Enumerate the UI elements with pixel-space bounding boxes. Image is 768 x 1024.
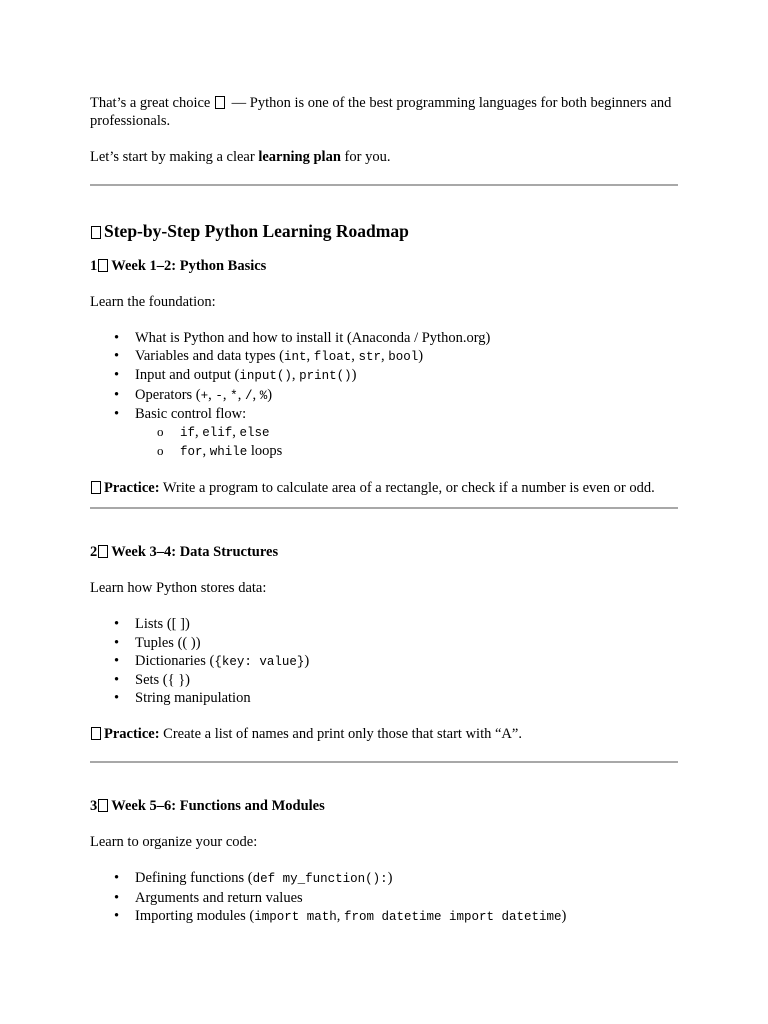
- plan-paragraph: [90, 148, 678, 166]
- week1-list: [90, 329, 678, 461]
- missing-glyph-icon: [91, 481, 101, 494]
- list-item: • Lists ([ ]): [90, 615, 678, 633]
- week2-practice: Practice: Create a list of names and print only those that start with “A”.: [90, 725, 678, 743]
- sub-list-item: o if, elif, else: [135, 423, 678, 442]
- week1-heading: 1 Week 1–2: Python Basics: [90, 258, 267, 274]
- plan-text: Let’s start by making a clear: [90, 149, 255, 165]
- week3-intro: Learn to organize your code:: [90, 834, 258, 851]
- intro-text-cont: — Python is one of the best programming languages for both beginners and professionals.: [90, 95, 672, 129]
- list-item: • Tuples (( )): [90, 634, 678, 652]
- list-item: • What is Python and how to install it (Anaconda / Python.org): [90, 329, 678, 347]
- keycap-glyph-icon: [98, 259, 108, 272]
- list-item: • Arguments and return values: [90, 889, 678, 907]
- list-item: • Variables and data types (int, float, str, bool): [90, 347, 678, 366]
- roadmap-title: Step-by-Step Python Learning Roadmap: [90, 220, 678, 242]
- intro-text: That’s a great choice: [90, 95, 211, 111]
- missing-glyph-icon: [91, 226, 101, 239]
- list-item: • Input and output (input(), print()): [90, 366, 678, 385]
- intro-paragraph: [90, 94, 678, 130]
- keycap-glyph-icon: [98, 545, 108, 558]
- list-item: • Dictionaries ({key: value}): [90, 652, 678, 671]
- week2-heading: 2 Week 3–4: Data Structures: [90, 544, 279, 561]
- week3-heading: 3 Week 5–6: Functions and Modules: [90, 798, 325, 815]
- week3-list: [90, 869, 678, 926]
- keycap-glyph-icon: [98, 799, 108, 812]
- list-item: • Importing modules (import math, from datetime import datetime): [90, 907, 678, 926]
- list-item: • String manipulation: [90, 689, 678, 707]
- document-page: [90, 94, 678, 926]
- week2-list: [90, 615, 678, 707]
- plan-bold-text: learning plan: [258, 149, 341, 165]
- week1-practice: Practice: Write a program to calculate area of a rectangle, or check if a number is even or odd.: [90, 479, 678, 497]
- control-flow-sublist: [135, 423, 678, 461]
- missing-glyph-icon: [215, 96, 225, 109]
- list-item: • Defining functions (def my_function():): [90, 869, 678, 888]
- list-item: • Basic control flow: o if, elif, else o for, while loops: [90, 405, 678, 462]
- plan-text-end: for you.: [344, 149, 391, 165]
- sub-list-item: o for, while loops: [135, 442, 678, 461]
- missing-glyph-icon: [91, 727, 101, 740]
- list-item: • Operators (+, -, *, /, %): [90, 386, 678, 405]
- week1-intro: Learn the foundation:: [90, 294, 216, 310]
- list-item: • Sets ({ }): [90, 671, 678, 689]
- week2-intro: Learn how Python stores data:: [90, 580, 267, 597]
